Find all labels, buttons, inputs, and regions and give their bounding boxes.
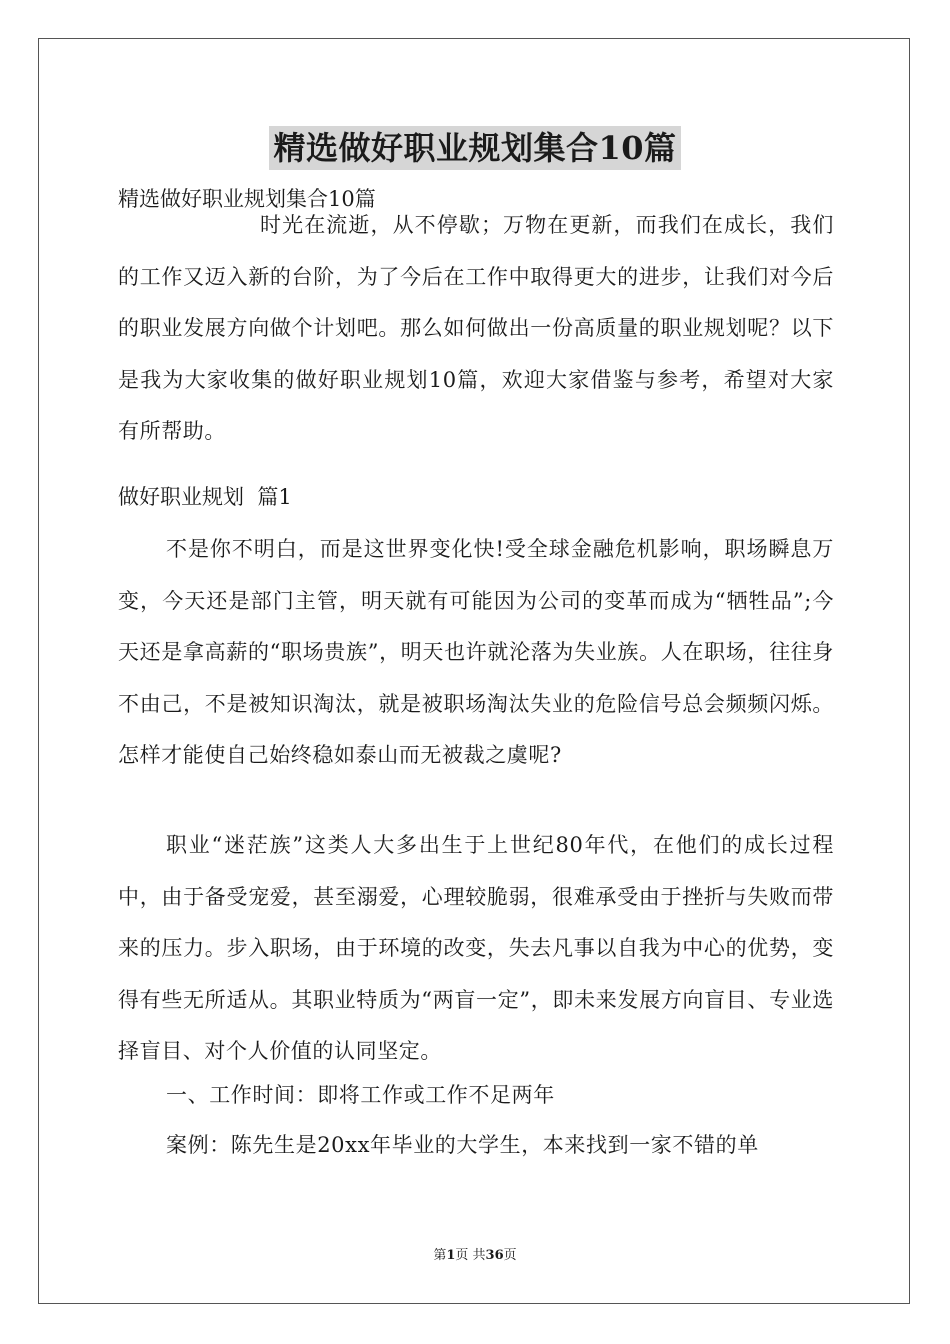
- body-paragraph-1: 不是你不明白，而是这世界变化快!受全球金融危机影响，职场瞬息万变，今天还是部门主管，明天就有可能因为公司的变革而成为“牺牲品”;今天还是拿高薪的“职场贵族”，明天也许就沦落为失业族。人在职场，往往身不由己，不是被知识淘汰，就是被职场淘汰失业的危险信号总会频频闪烁。怎样才能使自己始终稳如泰山而无被裁之虞呢?: [118, 537, 834, 767]
- document-subtitle: 精选做好职业规划集合10篇: [118, 187, 376, 211]
- footer-prefix: 第: [433, 1248, 447, 1263]
- footer-total-pages: 36: [485, 1248, 504, 1263]
- document-title: 精选做好职业规划集合10篇: [269, 126, 680, 170]
- body-paragraph-2: 职业“迷茫族”这类人大多出生于上世纪80年代，在他们的成长过程中，由于备受宠爱，甚至溺爱，心理较脆弱，很难承受由于挫折与失败而带来的压力。步入职场，由于环境的改变，失去凡事以自我为中心的优势，变得有些无所适从。其职业特质为“两盲一定”，即未来发展方向盲目、专业选择盲目、对个人价值的认同坚定。: [118, 833, 834, 1063]
- section-heading: 做好职业规划 篇1: [118, 485, 292, 509]
- work-time-line: 一、工作时间：即将工作或工作不足两年: [166, 1083, 555, 1107]
- footer-current-page: 1: [446, 1248, 456, 1263]
- title-container: [0, 126, 950, 170]
- intro-paragraph: 时光在流逝，从不停歇；万物在更新，而我们在成长，我们的工作又迈入新的台阶，为了今后在工作中取得更大的进步，让我们对今后的职业发展方向做个计划吧。那么如何做出一份高质量的职业规划呢？以下是我为大家收集的做好职业规划10篇，欢迎大家借鉴与参考，希望对大家有所帮助。: [118, 213, 834, 443]
- footer-middle: 页 共: [455, 1248, 486, 1263]
- footer-suffix: 页: [503, 1248, 517, 1263]
- case-line: 案例：陈先生是20xx年毕业的大学生，本来找到一家不错的单: [166, 1133, 759, 1157]
- page-footer: [0, 1246, 950, 1266]
